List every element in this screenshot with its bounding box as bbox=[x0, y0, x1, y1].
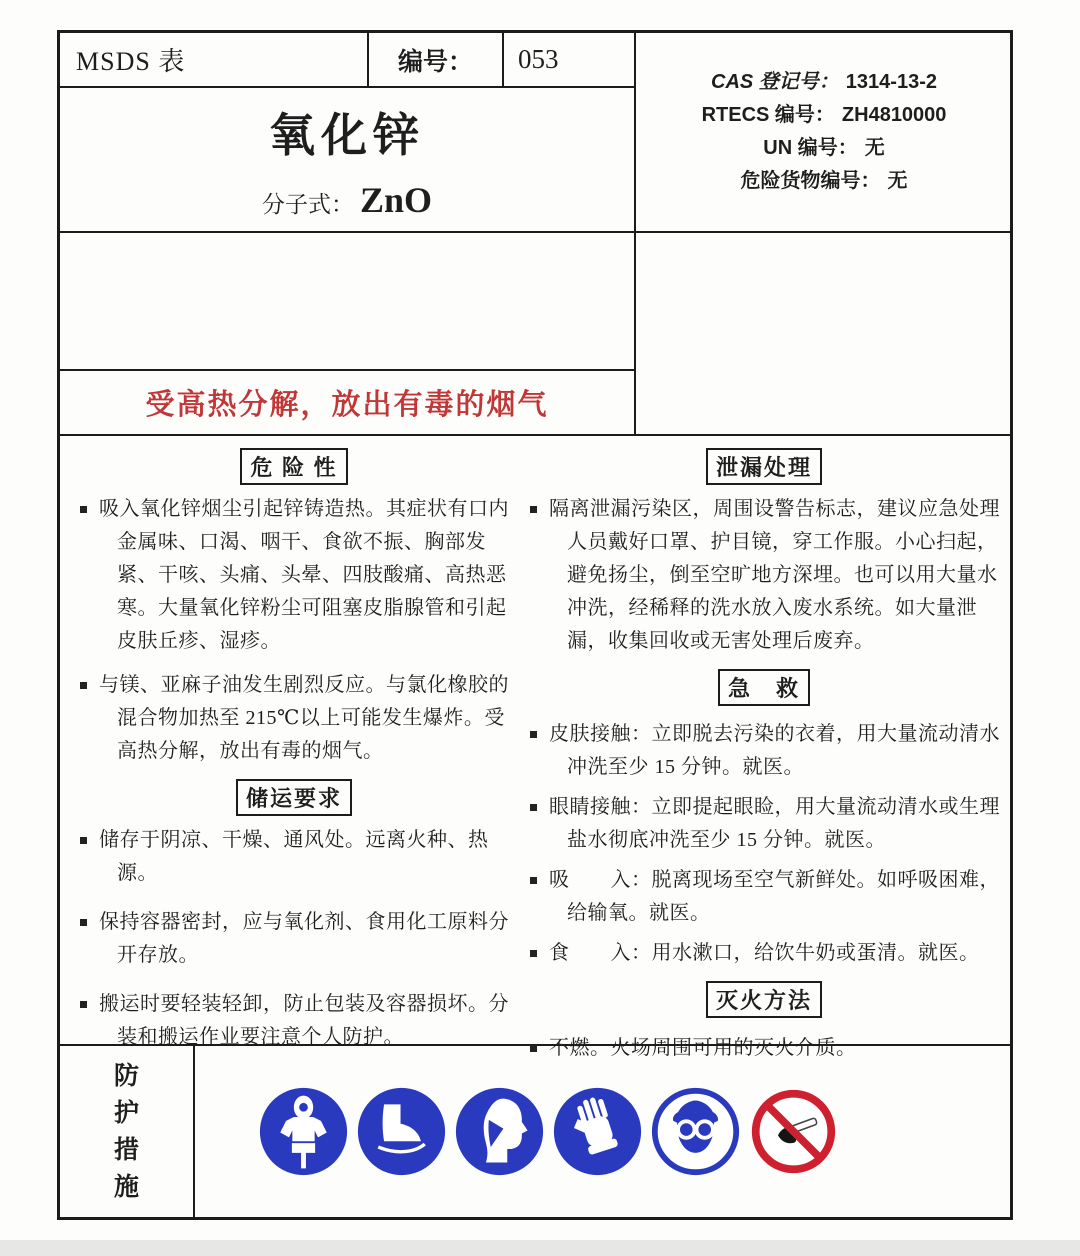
section-title-leak: 泄漏处理 bbox=[706, 448, 822, 485]
bullet-marker bbox=[80, 1001, 87, 1008]
face-mask-icon bbox=[453, 1085, 546, 1178]
hazard-item-text: 吸入氧化锌烟尘引起锌铸造热。其症状有口内金属味、口渴、咽干、食欲不振、胸部发紧、干咳、头痛、头晕、四肢酸痛、高热恶寒。大量氧化锌粉尘可阻塞皮脂腺管和引起皮肤丘疹、湿疹。 bbox=[99, 498, 509, 652]
number-label: 编号： bbox=[397, 48, 473, 76]
list-item bbox=[76, 906, 512, 972]
first-aid-item-text: 眼睛接触：立即提起眼睑，用大量流动清水或生理盐水彻底冲洗至少 15 分钟。就医。 bbox=[549, 796, 1000, 851]
fire-item-text: 不燃。火场周围可用的灭火介质。 bbox=[549, 1037, 857, 1059]
msds-sheet bbox=[57, 30, 1013, 1220]
protection-label-char: 防 bbox=[113, 1062, 139, 1090]
storage-item-text: 搬运时要轻装轻卸，防止包装及容器损坏。分装和搬运作业要注意个人防护。 bbox=[99, 993, 509, 1048]
bullet-marker bbox=[80, 919, 87, 926]
bullet-marker bbox=[530, 950, 537, 957]
section-title-first-aid: 急 救 bbox=[718, 669, 810, 706]
formula-value: ZnO bbox=[359, 179, 433, 220]
bullet-marker bbox=[80, 837, 87, 844]
protection-label-char: 措 bbox=[113, 1136, 139, 1164]
first-aid-item-text: 皮肤接触：立即脱去污染的衣着，用大量流动清水冲洗至少 15 分钟。就医。 bbox=[549, 723, 1000, 778]
number-label-cell bbox=[369, 33, 504, 88]
form-title: MSDS 表 bbox=[76, 47, 186, 76]
first-aid-item-text: 食 入：用水漱口，给饮牛奶或蛋清。就医。 bbox=[549, 942, 980, 964]
bullet-marker bbox=[530, 804, 537, 811]
registry-cell bbox=[636, 33, 1012, 233]
empty-box-left bbox=[60, 233, 636, 371]
protection-label-cell bbox=[60, 1046, 195, 1217]
formula-label: 分子式： bbox=[261, 191, 354, 217]
chemical-name: 氧化锌 bbox=[269, 109, 425, 161]
un-label: UN 编号： bbox=[763, 137, 858, 159]
cas-label: CAS 登记号： bbox=[711, 71, 839, 93]
un-number-line bbox=[763, 133, 884, 164]
left-column bbox=[60, 444, 512, 1048]
section-title-storage: 储运要求 bbox=[236, 779, 352, 816]
main-content bbox=[60, 436, 1012, 1059]
un-value: 无 bbox=[864, 137, 885, 159]
chemical-title-cell bbox=[60, 88, 636, 233]
list-item bbox=[526, 493, 1002, 658]
protection-icons-cell bbox=[195, 1046, 1012, 1217]
warning-cell bbox=[60, 371, 636, 436]
bullet-marker bbox=[80, 682, 87, 689]
cas-number-line bbox=[711, 67, 937, 98]
list-item bbox=[76, 493, 512, 658]
form-title-cell bbox=[60, 33, 369, 88]
no-smoking-icon bbox=[747, 1085, 840, 1178]
bullet-marker bbox=[530, 506, 537, 513]
list-item bbox=[76, 988, 512, 1054]
safety-goggles-icon bbox=[649, 1085, 742, 1178]
protective-suit-icon bbox=[257, 1085, 350, 1178]
protective-gloves-icon bbox=[551, 1085, 644, 1178]
formula-line bbox=[262, 179, 432, 221]
rtecs-number-line bbox=[702, 100, 947, 131]
first-aid-item-text: 吸 入：脱离现场至空气新鲜处。如呼吸困难，给输氧。就医。 bbox=[549, 869, 1000, 924]
dg-number-line bbox=[741, 166, 908, 197]
protection-label-char: 施 bbox=[113, 1173, 139, 1201]
cas-value: 1314-13-2 bbox=[845, 71, 937, 93]
list-item bbox=[76, 824, 512, 890]
list-item bbox=[526, 937, 1002, 970]
bullet-marker bbox=[530, 877, 537, 884]
section-title-fire: 灭火方法 bbox=[706, 981, 822, 1018]
hazard-warning-text: 受高热分解，放出有毒的烟气 bbox=[145, 389, 549, 421]
right-column bbox=[512, 444, 1012, 1059]
page-bottom-margin bbox=[0, 1240, 1080, 1256]
section-title-hazard: 危 险 性 bbox=[240, 448, 347, 485]
dg-label: 危险货物编号： bbox=[740, 170, 881, 192]
rtecs-label: RTECS 编号： bbox=[701, 104, 835, 126]
number-value-cell bbox=[504, 33, 636, 88]
protective-boots-icon bbox=[355, 1085, 448, 1178]
list-item bbox=[526, 864, 1002, 930]
number-value: 053 bbox=[518, 44, 559, 74]
storage-item-text: 保持容器密封，应与氧化剂、食用化工原料分开存放。 bbox=[99, 911, 509, 966]
list-item bbox=[526, 718, 1002, 784]
list-item bbox=[526, 791, 1002, 857]
dg-value: 无 bbox=[887, 170, 908, 192]
bullet-marker bbox=[80, 506, 87, 513]
storage-item-text: 储存于阴凉、干燥、通风处。远离火种、热源。 bbox=[99, 829, 489, 884]
protection-label-char: 护 bbox=[113, 1099, 139, 1127]
leak-item-text: 隔离泄漏污染区，周围设警告标志，建议应急处理人员戴好口罩、护目镜，穿工作服。小心扫起，避免扬尘，倒至空旷地方深埋。也可以用大量水冲洗，经稀释的洗水放入废水系统。如大量泄漏，收集回收或无害处理后废弃。 bbox=[549, 498, 1000, 652]
list-item bbox=[76, 669, 512, 768]
rtecs-value: ZH4810000 bbox=[841, 104, 947, 126]
bullet-marker bbox=[530, 731, 537, 738]
hazard-item-text: 与镁、亚麻子油发生剧烈反应。与氯化橡胶的混合物加热至 215℃以上可能发生爆炸。受高热分解，放出有毒的烟气。 bbox=[99, 674, 509, 762]
empty-box-right bbox=[636, 233, 1012, 436]
